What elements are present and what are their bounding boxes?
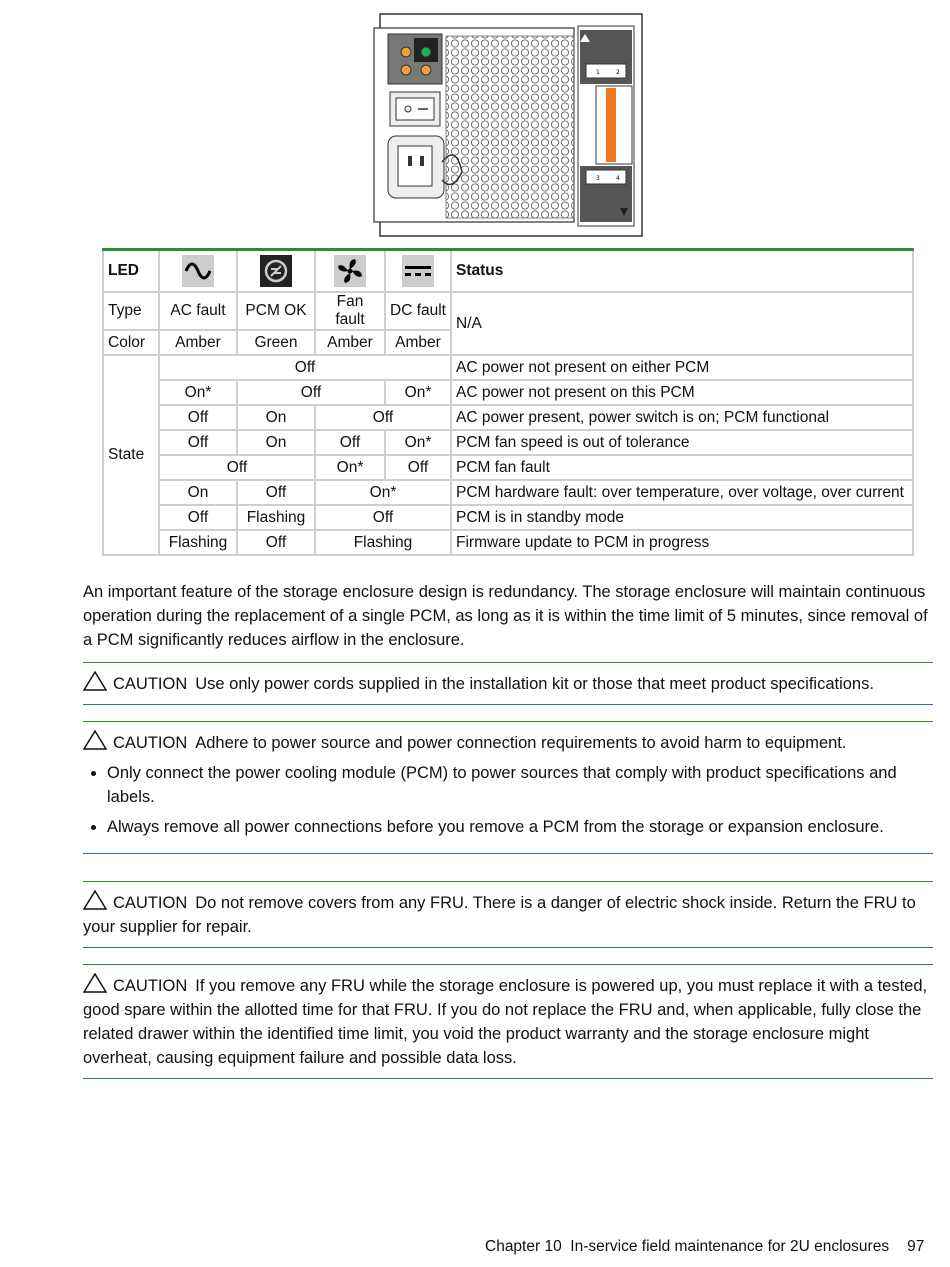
table-row (103, 480, 913, 505)
bay-label-2: 2 (616, 69, 620, 76)
table-header-row (103, 250, 913, 293)
caution-block (83, 662, 933, 705)
caution-label: CAUTION (113, 894, 188, 912)
table-cell: AC fault (159, 292, 237, 330)
table-cell: Off (315, 430, 385, 455)
table-cell: Off (159, 505, 237, 530)
table-cell: Off (237, 380, 385, 405)
ac-fault-icon-cell (159, 250, 237, 293)
table-row (103, 405, 913, 430)
state-label: State (103, 355, 159, 555)
color-label: Color (103, 330, 159, 355)
table-cell: Flashing (159, 530, 237, 555)
caution-triangle-icon (83, 973, 107, 993)
dc-fault-icon-cell (385, 250, 451, 293)
bay-label-4: 4 (616, 175, 620, 182)
table-cell: Off (315, 505, 451, 530)
status-cell: Firmware update to PCM in progress (451, 530, 913, 555)
caution-label: CAUTION (113, 734, 188, 752)
table-row (103, 430, 913, 455)
table-cell: On* (315, 455, 385, 480)
caution-block (83, 881, 933, 948)
table-cell: Flashing (237, 505, 315, 530)
table-cell: On (159, 480, 237, 505)
fan-icon (334, 255, 366, 287)
header-status: Status (451, 250, 913, 293)
table-cell: PCM OK (237, 292, 315, 330)
table-cell: Fan fault (315, 292, 385, 330)
table-cell: Flashing (315, 530, 451, 555)
bay-label-1: 1 (596, 69, 600, 76)
type-status: N/A (451, 292, 913, 355)
table-cell: On* (159, 380, 237, 405)
header-led: LED (103, 250, 159, 293)
pcm-ok-icon (260, 255, 292, 287)
caution-text: Do not remove covers from any FRU. There is a danger of electric shock inside. Return the FRU to your supplier for repair. (83, 894, 916, 936)
table-cell: Off (315, 405, 451, 430)
table-row (103, 505, 913, 530)
status-cell: AC power not present on either PCM (451, 355, 913, 380)
dc-icon (402, 255, 434, 287)
pcm-ok-icon-cell (237, 250, 315, 293)
type-label: Type (103, 292, 159, 330)
table-cell: Off (159, 355, 451, 380)
table-cell: Off (237, 480, 315, 505)
list-item: • Always remove all power connections before you remove a PCM from the storage or expansion enclosure. (107, 815, 933, 839)
page-number: 97 (907, 1238, 925, 1255)
status-cell: PCM is in standby mode (451, 505, 913, 530)
caution-label: CAUTION (113, 675, 188, 693)
table-row (103, 355, 913, 380)
pcm-rear-panel-illustration (370, 12, 646, 240)
table-row (103, 530, 913, 555)
status-cell: PCM fan fault (451, 455, 913, 480)
table-cell: Off (159, 455, 315, 480)
table-cell: On* (315, 480, 451, 505)
table-cell: Off (385, 455, 451, 480)
status-cell: AC power not present on this PCM (451, 380, 913, 405)
table-cell: Off (159, 430, 237, 455)
caution-triangle-icon (83, 671, 107, 691)
table-row (103, 380, 913, 405)
caution-label: CAUTION (113, 977, 188, 995)
caution-text: Use only power cords supplied in the installation kit or those that meet product specifications. (195, 675, 874, 693)
status-cell: PCM fan speed is out of tolerance (451, 430, 913, 455)
list-item: • Only connect the power cooling module (PCM) to power sources that comply with product specifications and labels. (107, 761, 933, 809)
table-cell: On* (385, 430, 451, 455)
table-cell: Green (237, 330, 315, 355)
footer-chapter: Chapter 10 In-service field maintenance for 2U enclosures (485, 1238, 890, 1255)
table-cell: Off (237, 530, 315, 555)
table-cell: On (237, 430, 315, 455)
ac-sine-icon (182, 255, 214, 287)
type-row (103, 292, 913, 330)
redundancy-paragraph: An important feature of the storage enclosure design is redundancy. The storage enclosure will maintain continuous operation during the replacement of a single PCM, as long as it is within the time limit of 5 minutes, since removal of a PCM significantly reduces airflow in the enclosure. (83, 583, 928, 649)
table-row (103, 455, 913, 480)
table-cell: On* (385, 380, 451, 405)
caution-triangle-icon (83, 890, 107, 910)
caution-triangle-icon (83, 730, 107, 750)
page-footer (485, 1238, 924, 1256)
caution-block (83, 964, 933, 1079)
bay-label-3: 3 (596, 175, 600, 182)
caution-bullet-list (83, 761, 933, 839)
table-cell: Off (159, 405, 237, 430)
table-cell: Amber (159, 330, 237, 355)
table-cell: DC fault (385, 292, 451, 330)
caution-block (83, 721, 933, 854)
fan-fault-icon-cell (315, 250, 385, 293)
caution-text: If you remove any FRU while the storage enclosure is powered up, you must replace it with a tested, good spare within the allotted time for that FRU. If you do not replace the FRU and, when applicable, fully close the related drawer within the identified time limit, you void the product warranty and the storage enclosure might overheat, causing equipment failure and possible data loss. (83, 977, 928, 1067)
table-cell: On (237, 405, 315, 430)
status-cell: PCM hardware fault: over temperature, over voltage, over current (451, 480, 913, 505)
table-cell: Amber (315, 330, 385, 355)
table-cell: Amber (385, 330, 451, 355)
caution-text: Adhere to power source and power connection requirements to avoid harm to equipment. (195, 734, 847, 752)
led-status-table (102, 248, 914, 556)
status-cell: AC power present, power switch is on; PCM functional (451, 405, 913, 430)
